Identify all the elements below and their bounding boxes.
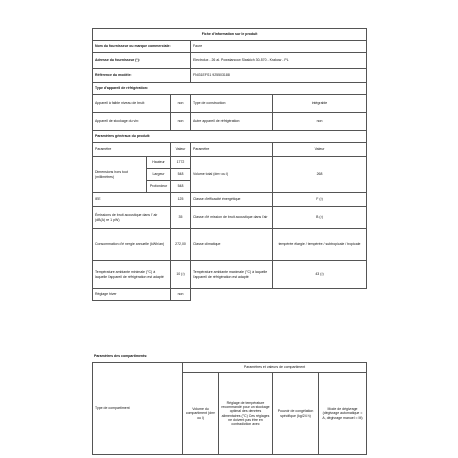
general-header-row [93, 143, 367, 157]
model-row [93, 69, 367, 83]
energy-class-label: Classe d'efficacité énergétique [191, 193, 273, 207]
climate-value: tempérée élargie / tempérée / subtropicale / tropicale [273, 229, 367, 261]
wine-row [93, 113, 367, 131]
document-title: Fiche d'information sur le produit [93, 29, 367, 41]
col-temp-setting: Réglage de température recommandé pour un stockage optimal des denrées alimentaires (°C) Ces réglages ne doivent pas être en contradiction avec [219, 373, 273, 455]
supplier-row [93, 41, 367, 53]
construction-value: intégrable [273, 95, 367, 113]
iee-label: IEE [93, 193, 171, 207]
appliance-type-heading: Type d'appareil de réfrigération: [93, 83, 367, 95]
consumption-label: Consommation d'é nergie annuelle (kWh/an) [93, 229, 171, 261]
compartments-group-row [93, 363, 367, 373]
climate-label: Classe climatique [191, 229, 273, 261]
noise-value: 35 [171, 207, 191, 229]
winter-spacer [191, 289, 367, 301]
height-value: 1772 [171, 157, 191, 169]
wine-label: Appareil de stockage du vin: [93, 113, 171, 131]
energy-class-value: F (²) [273, 193, 367, 207]
min-temp-value: 10 (²) [171, 261, 191, 289]
address-value: Electrolux - 26 al. Powstancow Slaskich 30-570 - Krakow - PL [191, 53, 367, 69]
depth-label: Profondeur [147, 181, 171, 193]
col-value-1: Valeur [171, 143, 191, 157]
supplier-value: Faure [191, 41, 367, 53]
min-temp-label: Température ambiante minimale (°C) à laquelle l'appareil de réfrigération est adapté [93, 261, 171, 289]
winter-row [93, 289, 367, 301]
low-noise-value: non [171, 95, 191, 113]
dimensions-label: Dimensions hors tout (millimètres) [93, 157, 147, 193]
col-compartment-type: Type de compartiment [93, 363, 183, 455]
noise-label: Émissions de bruit acoustique dans l' air (dB(A) re 1 pW) [93, 207, 171, 229]
consumption-row [93, 229, 367, 261]
iee-value: 125 [171, 193, 191, 207]
temperature-row [93, 261, 367, 289]
compartments-heading-table [92, 350, 366, 362]
col-volume: Volume du compartiment (dm³ ou l) [183, 373, 219, 455]
compartments-table [92, 362, 367, 455]
construction-label: Type de construction: [191, 95, 273, 113]
height-label: Hauteur [147, 157, 171, 169]
other-appliance-value: non [273, 113, 367, 131]
address-row [93, 53, 367, 69]
col-param-2: Paramètre [191, 143, 273, 157]
volume-label: Volume total (dm³ ou l) [191, 157, 273, 193]
address-label: Adresse du fournisseur (¹): [93, 53, 191, 69]
volume-value: 268 [273, 157, 367, 193]
model-value: FNI31EFS1 925503188 [191, 69, 367, 83]
consumption-value: 272,00 [171, 229, 191, 261]
col-freezing: Pouvoir de congélation spécifique (kg/24 h) [273, 373, 319, 455]
model-label: Référence du modèle: [93, 69, 191, 83]
general-section-row [93, 131, 367, 143]
low-noise-row [93, 95, 367, 113]
col-param-1: Paramètre [93, 143, 171, 157]
wine-value: non [171, 113, 191, 131]
noise-row [93, 207, 367, 229]
winter-label: Réglage hiver [93, 289, 171, 301]
product-info-table [92, 28, 367, 301]
col-defrost: Mode de dégivrage (dégivrage automatique = A, dégivrage manuel = M) [319, 373, 367, 455]
supplier-label: Nom du fournisseur ou marque commerciale: [93, 41, 191, 53]
title-row [93, 29, 367, 41]
low-noise-label: Appareil à faible niveau de bruit: [93, 95, 171, 113]
appliance-type-section-row [93, 83, 367, 95]
max-temp-value: 43 (²) [273, 261, 367, 289]
general-heading: Paramètres généraux du produit: [93, 131, 367, 143]
width-label: Largeur [147, 169, 171, 181]
winter-value: non [171, 289, 191, 301]
other-appliance-label: Autre appareil de réfrigération: [191, 113, 273, 131]
noise-class-label: Classe d'é mission de bruit acoustique dans l'air [191, 207, 273, 229]
width-value: 548 [171, 169, 191, 181]
compartments-heading: Paramètres des compartiments: [94, 353, 148, 358]
iee-row [93, 193, 367, 207]
noise-class-value: B (²) [273, 207, 367, 229]
depth-value: 548 [171, 181, 191, 193]
compartments-group-header: Paramètres et valeurs de compartiment [183, 363, 367, 373]
max-temp-label: Température ambiante maximale (°C) à laquelle l'appareil de réfrigération est adapté [191, 261, 273, 289]
dimensions-height-row [93, 157, 367, 169]
col-value-2: Valeur [273, 143, 367, 157]
